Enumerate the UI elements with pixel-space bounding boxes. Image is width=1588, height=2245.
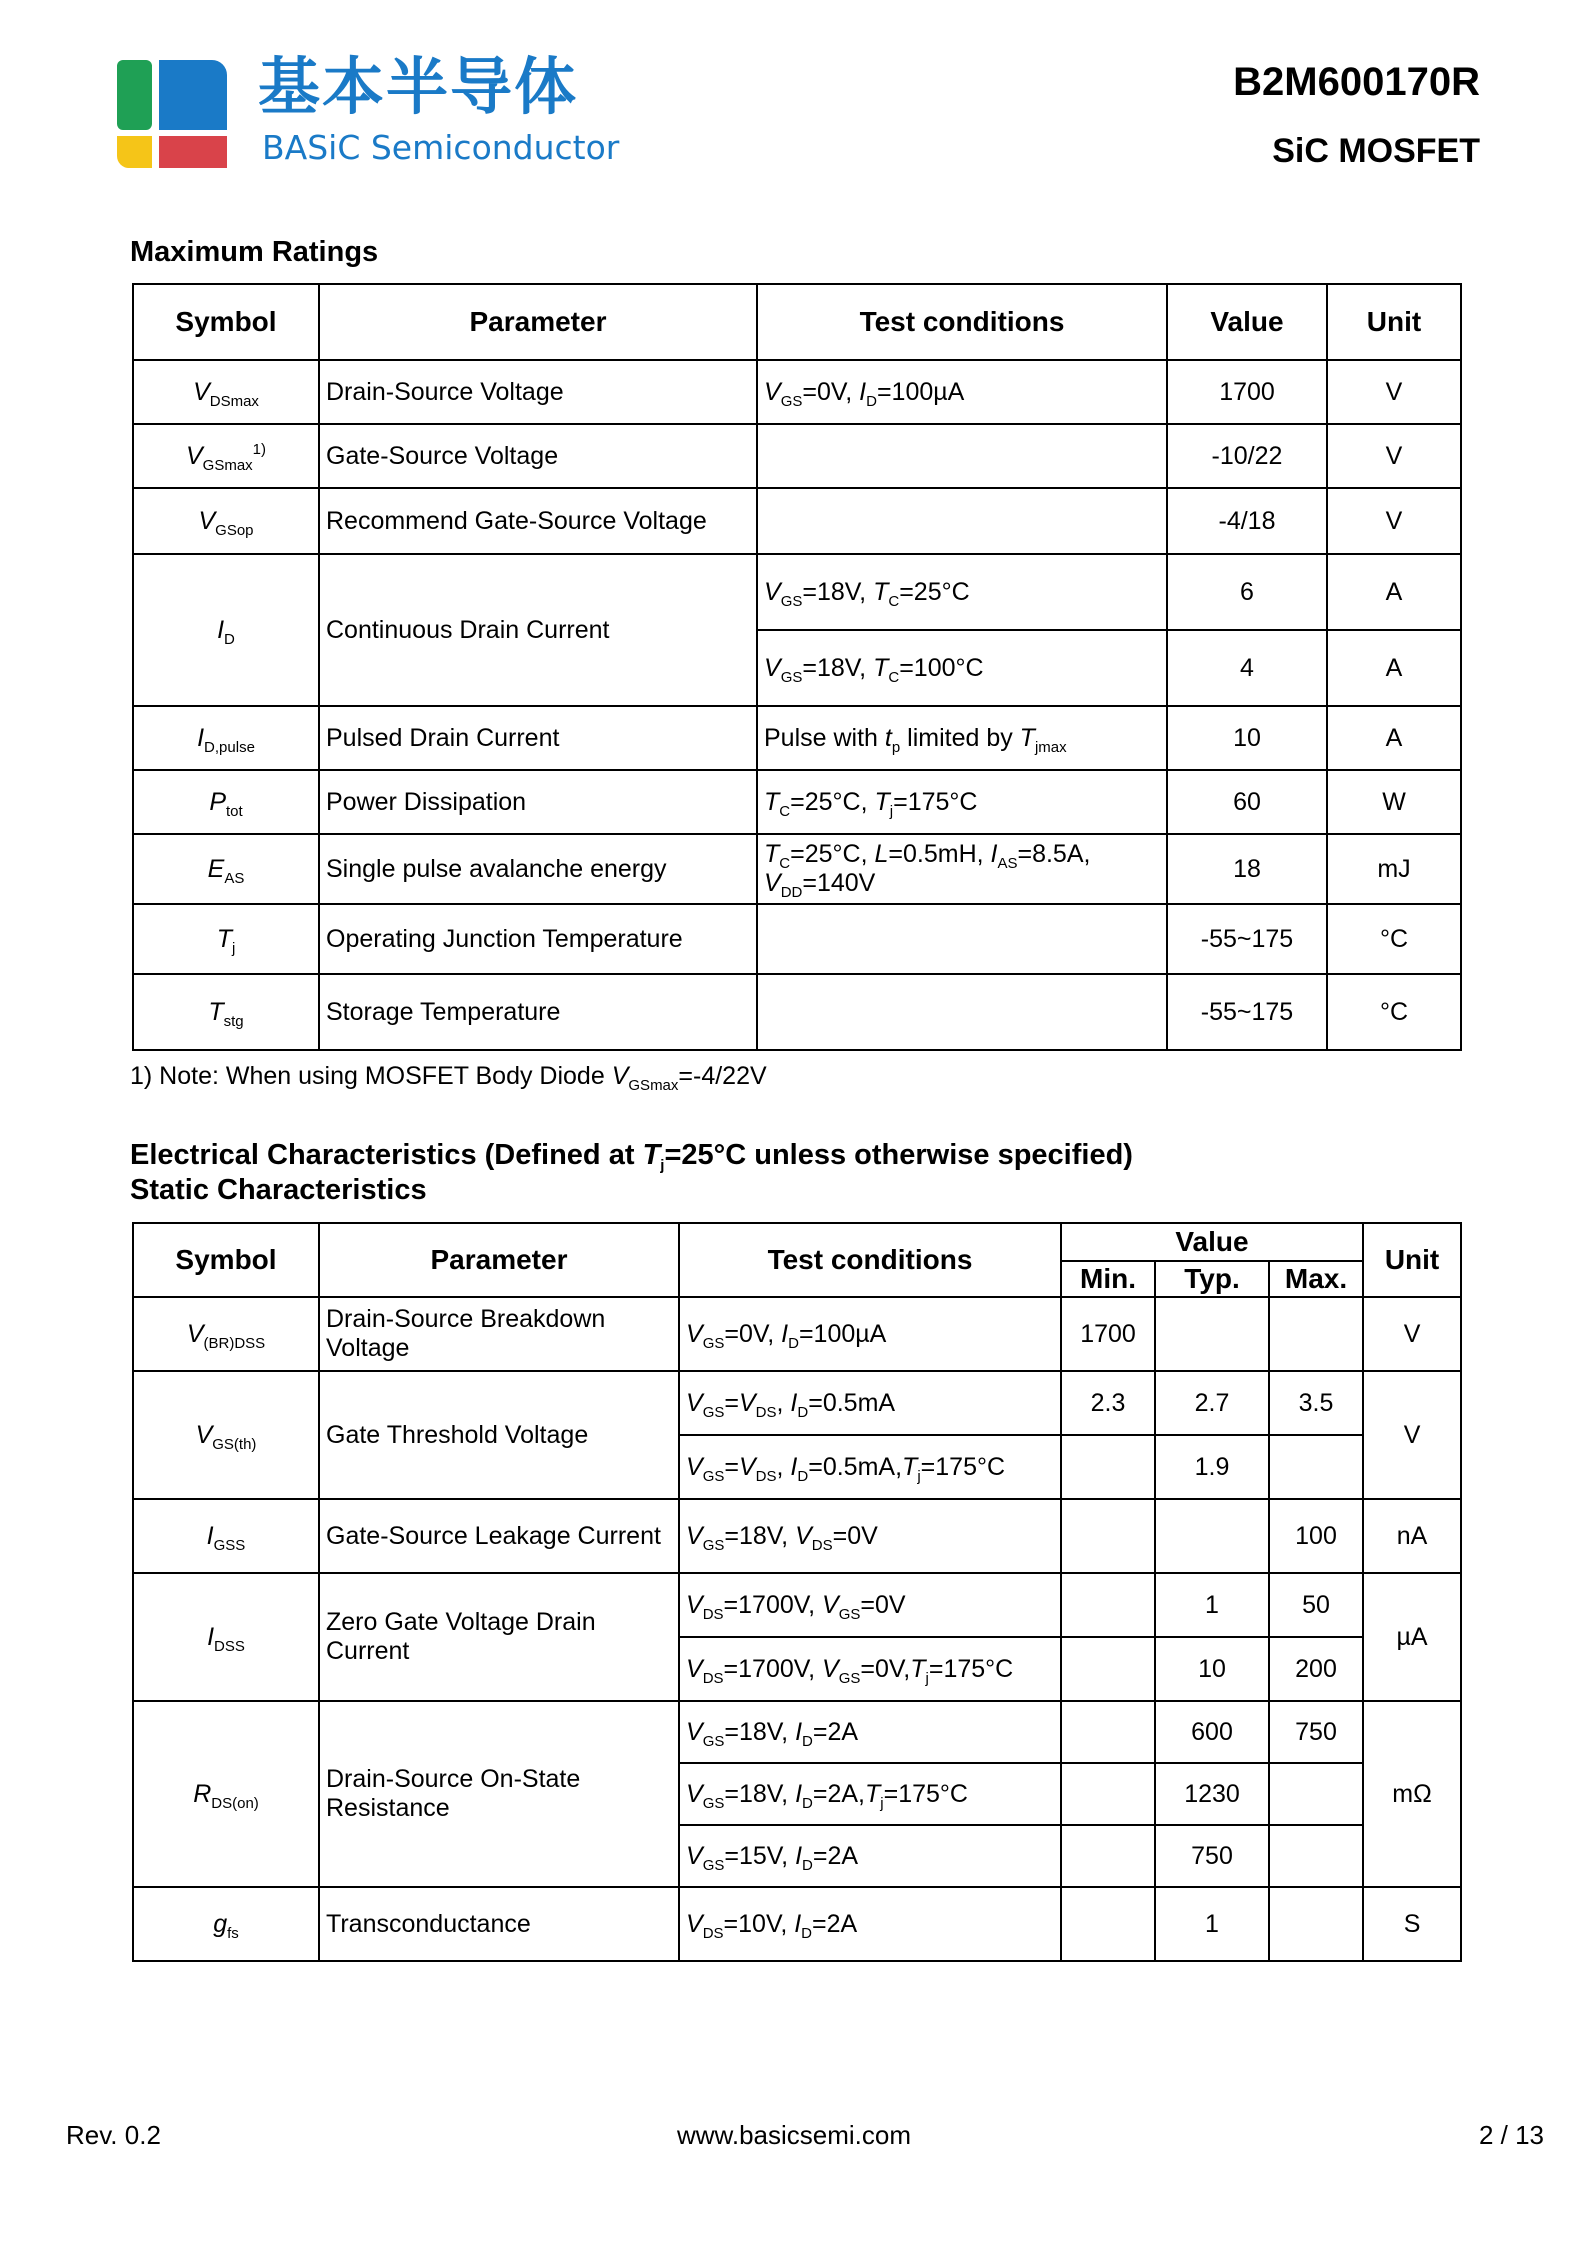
- min: [1061, 1887, 1155, 1961]
- test-conditions: $V_{GS}=V_{DS}$, $I_D=0.5mA$: [679, 1371, 1061, 1435]
- table-row: [133, 424, 1461, 488]
- parameter: Continuous Drain Current: [319, 554, 757, 706]
- max: [1269, 1763, 1363, 1825]
- symbol-ptot: $P_{tot}$: [133, 770, 319, 834]
- typ: 1: [1155, 1573, 1269, 1637]
- unit: V: [1327, 488, 1461, 554]
- unit: V: [1327, 424, 1461, 488]
- symbol-idpulse: $I_{D,pulse}$: [133, 706, 319, 770]
- symbol-vgsop: $V_{GSop}$: [133, 488, 319, 554]
- header-symbol: Symbol: [133, 284, 319, 360]
- table-row: [133, 974, 1461, 1050]
- typ: 1.9: [1155, 1435, 1269, 1499]
- symbol-vgsmax: $V_{GSmax}^{1)}$: [133, 424, 319, 488]
- header-symbol: Symbol: [133, 1223, 319, 1297]
- min: [1061, 1499, 1155, 1573]
- symbol-idss: $I_{DSS}$: [133, 1573, 319, 1701]
- test-conditions: $T_C=25^\circ C$, $T_j=175^\circ C$: [757, 770, 1167, 834]
- table-row: [133, 488, 1461, 554]
- unit: W: [1327, 770, 1461, 834]
- symbol-eas: $E_{AS}$: [133, 834, 319, 904]
- min: [1061, 1573, 1155, 1637]
- max: [1269, 1887, 1363, 1961]
- value: -55~175: [1167, 904, 1327, 974]
- min: [1061, 1637, 1155, 1701]
- unit: A: [1327, 630, 1461, 706]
- test-conditions: $V_{DS}=1700V$, $V_{GS}=0V$: [679, 1573, 1061, 1637]
- value: 4: [1167, 630, 1327, 706]
- value: -10/22: [1167, 424, 1327, 488]
- value: 10: [1167, 706, 1327, 770]
- max-ratings-table: [132, 283, 1462, 1051]
- page-number: 2 / 13: [1478, 2120, 1544, 2150]
- symbol-igss: $I_{GSS}$: [133, 1499, 319, 1573]
- table-row: [133, 1297, 1461, 1371]
- unit: A: [1327, 706, 1461, 770]
- test-conditions: [757, 488, 1167, 554]
- parameter: Zero Gate Voltage Drain Current: [319, 1573, 679, 1701]
- parameter: Recommend Gate-Source Voltage: [319, 488, 757, 554]
- unit: V: [1363, 1297, 1461, 1371]
- test-conditions: $V_{GS}=18V$, $V_{DS}=0V$: [679, 1499, 1061, 1573]
- header-max: Max.: [1269, 1261, 1363, 1297]
- static-title: Static Characteristics: [130, 1174, 427, 1206]
- parameter: Gate-Source Voltage: [319, 424, 757, 488]
- value: 6: [1167, 554, 1327, 630]
- max-ratings-title: Maximum Ratings: [130, 236, 379, 268]
- min: [1061, 1701, 1155, 1763]
- table-row: [133, 834, 1461, 904]
- min: 2.3: [1061, 1371, 1155, 1435]
- revision-label: Rev. 0.2: [66, 2120, 161, 2150]
- parameter: Drain-Source On-State Resistance: [319, 1701, 679, 1887]
- electrical-title: Electrical Characteristics (Defined at $T_j=25^\circ C$ unless otherwise specified): [130, 1139, 1133, 1174]
- symbol-id: $I_D$: [133, 554, 319, 706]
- footnote: 1) Note: When using MOSFET Body Diode $V_{GSmax}=-4/22V$: [130, 1062, 767, 1094]
- parameter: Gate Threshold Voltage: [319, 1371, 679, 1499]
- table-header-row: [133, 284, 1461, 360]
- max: 750: [1269, 1701, 1363, 1763]
- parameter: Drain-Source Breakdown Voltage: [319, 1297, 679, 1371]
- max: 3.5: [1269, 1371, 1363, 1435]
- max: [1269, 1435, 1363, 1499]
- max: [1269, 1825, 1363, 1887]
- website-text[interactable]: www.basicsemi.com: [676, 2120, 912, 2150]
- min: [1061, 1825, 1155, 1887]
- table-row: [133, 360, 1461, 424]
- table-row: [133, 1573, 1461, 1637]
- parameter: Transconductance: [319, 1887, 679, 1961]
- test-conditions: [757, 974, 1167, 1050]
- value: -4/18: [1167, 488, 1327, 554]
- unit: mΩ: [1363, 1701, 1461, 1887]
- parameter: Operating Junction Temperature: [319, 904, 757, 974]
- parameter: Storage Temperature: [319, 974, 757, 1050]
- test-conditions: $V_{GS}=0V$, $I_D=100\mu A$: [679, 1297, 1061, 1371]
- value: -55~175: [1167, 974, 1327, 1050]
- parameter: Power Dissipation: [319, 770, 757, 834]
- typ: 10: [1155, 1637, 1269, 1701]
- test-conditions: $V_{DS}=10V$, $I_D=2A$: [679, 1887, 1061, 1961]
- value: 1700: [1167, 360, 1327, 424]
- logo-chinese-text: 基本半导体: [258, 50, 579, 123]
- header-unit: Unit: [1363, 1223, 1461, 1297]
- table-row: [133, 554, 1461, 630]
- max: [1269, 1297, 1363, 1371]
- typ: 750: [1155, 1825, 1269, 1887]
- max: 100: [1269, 1499, 1363, 1573]
- header-parameter: Parameter: [319, 1223, 679, 1297]
- table-row: [133, 1701, 1461, 1763]
- test-conditions: [757, 904, 1167, 974]
- device-type: SiC MOSFET: [1272, 132, 1480, 170]
- test-conditions: $V_{GS}=18V$, $I_D=2A$: [679, 1701, 1061, 1763]
- parameter: Single pulse avalanche energy: [319, 834, 757, 904]
- unit: A: [1327, 554, 1461, 630]
- min: [1061, 1435, 1155, 1499]
- symbol-vgsth: $V_{GS(th)}$: [133, 1371, 319, 1499]
- symbol-rdson: $R_{DS(on)}$: [133, 1701, 319, 1887]
- test-conditions: $V_{DS}=1700V$, $V_{GS}=0V,T_j=175^\circ C$: [679, 1637, 1061, 1701]
- website-link[interactable]: [0, 2120, 1588, 2151]
- typ: 2.7: [1155, 1371, 1269, 1435]
- test-conditions: $T_C=25^\circ C$, L=0.5mH, $I_{AS}=8.5A$, $V_{DD}=140V$: [757, 834, 1167, 904]
- unit: °C: [1327, 904, 1461, 974]
- header-parameter: Parameter: [319, 284, 757, 360]
- parameter: Drain-Source Voltage: [319, 360, 757, 424]
- company-logo-icon: [117, 60, 227, 168]
- typ: 600: [1155, 1701, 1269, 1763]
- value: 60: [1167, 770, 1327, 834]
- header-test-conditions: Test conditions: [679, 1223, 1061, 1297]
- header-unit: Unit: [1327, 284, 1461, 360]
- test-conditions: $V_{GS}=0V$, $I_D=100\mu A$: [757, 360, 1167, 424]
- symbol-gfs: $g_{fs}$: [133, 1887, 319, 1961]
- table-row: [133, 706, 1461, 770]
- unit: V: [1363, 1371, 1461, 1499]
- test-conditions: $V_{GS}=15V$, $I_D=2A$: [679, 1825, 1061, 1887]
- typ: [1155, 1499, 1269, 1573]
- parameter: Gate-Source Leakage Current: [319, 1499, 679, 1573]
- symbol-tstg: $T_{stg}$: [133, 974, 319, 1050]
- test-conditions: $V_{GS}=18V$, $T_C=100^\circ C$: [757, 630, 1167, 706]
- table-row: [133, 904, 1461, 974]
- table-row: [133, 1499, 1461, 1573]
- unit: nA: [1363, 1499, 1461, 1573]
- min: 1700: [1061, 1297, 1155, 1371]
- header-value: Value: [1167, 284, 1327, 360]
- table-row: [133, 1887, 1461, 1961]
- symbol-vbrdss: $V_{(BR)DSS}$: [133, 1297, 319, 1371]
- test-conditions: [757, 424, 1167, 488]
- max: 200: [1269, 1637, 1363, 1701]
- typ: 1230: [1155, 1763, 1269, 1825]
- test-conditions: $V_{GS}=18V$, $T_C=25^\circ C$: [757, 554, 1167, 630]
- unit: V: [1327, 360, 1461, 424]
- table-row: [133, 770, 1461, 834]
- test-conditions: $V_{GS}=18V$, $I_D=2A,T_j=175^\circ C$: [679, 1763, 1061, 1825]
- typ: 1: [1155, 1887, 1269, 1961]
- value: 18: [1167, 834, 1327, 904]
- table-header-row: [133, 1223, 1461, 1261]
- test-conditions: Pulse with $t_p$ limited by $T_{jmax}$: [757, 706, 1167, 770]
- table-row: [133, 1371, 1461, 1435]
- max: 50: [1269, 1573, 1363, 1637]
- test-conditions: $V_{GS}=V_{DS}$, $I_D=0.5mA,T_j=175^\circ C$: [679, 1435, 1061, 1499]
- symbol-vdsmax: $V_{DSmax}$: [133, 360, 319, 424]
- static-characteristics-table: [132, 1222, 1462, 1962]
- logo-english-text: BASiC Semiconductor: [262, 128, 620, 167]
- parameter: Pulsed Drain Current: [319, 706, 757, 770]
- unit: °C: [1327, 974, 1461, 1050]
- header-min: Min.: [1061, 1261, 1155, 1297]
- unit: µA: [1363, 1573, 1461, 1701]
- symbol-tj: $T_j$: [133, 904, 319, 974]
- header-typ: Typ.: [1155, 1261, 1269, 1297]
- header-test-conditions: Test conditions: [757, 284, 1167, 360]
- header-value: Value: [1061, 1223, 1363, 1261]
- typ: [1155, 1297, 1269, 1371]
- min: [1061, 1763, 1155, 1825]
- part-number: B2M600170R: [1233, 60, 1480, 104]
- unit: S: [1363, 1887, 1461, 1961]
- unit: mJ: [1327, 834, 1461, 904]
